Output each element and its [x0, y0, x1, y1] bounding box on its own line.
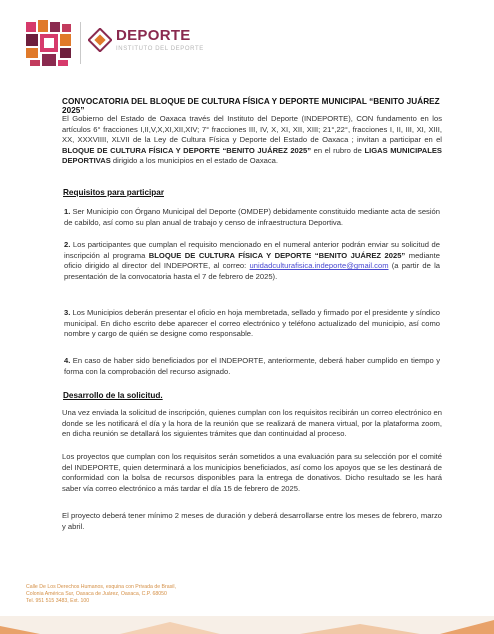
- requirement-text: Los participantes que cumplan el requisito mencionado en el numeral anterior podrán enviar su solicitud de inscripción al programa: [64, 240, 440, 260]
- requirement-1: [64, 207, 440, 228]
- deporte-logo-icon: [88, 28, 112, 52]
- requirement-number: 1.: [64, 207, 71, 216]
- requirement-number: 3.: [64, 308, 71, 317]
- brand-subtitle: INSTITUTO DEL DEPORTE: [116, 46, 204, 52]
- requirement-text: Ser Municipio con Órgano Municipal del Deporte (OMDEP) debidamente constituido mediante acta de sesión de cabildo, así como su plan anual de trabajo y censo de infraestructura Deportiva.: [64, 207, 440, 227]
- footer-line: Calle De Los Derechos Humanos, esquina con Privada de Brasil,: [26, 584, 176, 590]
- footer-decorative-band: [0, 616, 494, 634]
- requirement-text: (a partir de la presentación de la convocatoria hasta el 7 de febrero de 2025).: [64, 261, 440, 281]
- brand-title: DEPORTE: [116, 27, 191, 44]
- requirement-program-bold: BLOQUE DE CULTURA FÍSICA Y DEPORTE “BENITO JUÁREZ 2025”: [148, 250, 406, 260]
- footer-address: [26, 584, 176, 605]
- section-heading-desarrollo: Desarrollo de la solicitud.: [63, 391, 163, 400]
- requirement-number: 4.: [64, 356, 71, 365]
- intro-paragraph: [62, 114, 442, 167]
- footer-line: Colonia América Sur, Oaxaca de Juárez, Oaxaca, C.P. 68050: [26, 591, 167, 597]
- intro-text-3: dirigido a los municipios en el estado de Oaxaca.: [110, 156, 278, 166]
- requirement-text: Los Municipios deberán presentar el oficio en hoja membretada, sellado y firmado por el presidente y síndico municipal. En dicho escrito debe aparecer el correo electrónico y teléfono actualizado del municipio, así como nombre y cargo de quién se designe como responsable.: [64, 308, 440, 339]
- requirement-text: En caso de haber sido beneficiados por el INDEPORTE, anteriormente, deberá haber cumplido en tiempo y forma con la comprobación del recurso asignado.: [64, 356, 440, 376]
- development-paragraph-3: El proyecto deberá tener mínimo 2 meses de duración y deberá desarrollarse entre los meses de febrero, marzo y abril.: [62, 511, 442, 531]
- requirement-3: [64, 308, 440, 340]
- document-title: CONVOCATORIA DEL BLOQUE DE CULTURA FÍSICA Y DEPORTE MUNICIPAL “BENITO JUÁREZ 2025”: [62, 97, 440, 115]
- development-paragraph-2: Los proyectos que cumplan con los requisitos serán sometidos a una evaluación para su selección por el comité del INDEPORTE, quien determinará a los municipios beneficiados, así como los apoyos que se les destinará de conformidad con la bolsa de recursos disponibles para la entrega de donativos. Dicho resultado se les hará saber vía correo electrónico a más tardar el día 15 de febrero de 2025.: [62, 452, 442, 493]
- requirement-4: [64, 356, 440, 377]
- requirement-text: mediante oficio dirigido al director del INDEPORTE, al correo:: [64, 250, 440, 271]
- intro-bold-rubro: LIGAS MUNICIPALES DEPORTIVAS: [62, 145, 442, 166]
- header-divider: [80, 22, 81, 64]
- section-heading-requisitos: Requisitos para participar: [63, 188, 165, 197]
- intro-text-2: en el rubro de: [311, 145, 365, 155]
- footer-line: Tel. 951 515 3483, Ext. 100: [26, 598, 90, 604]
- email-link[interactable]: unidadculturafisica.indeporte@gmail.com: [249, 261, 389, 271]
- intro-text-1: El Gobierno del Estado de Oaxaca través del Instituto del Deporte (INDEPORTE), CON fundamento en los artículos 6° fracciones I,II,V,X,XI,XII,XIV; 7° fracciones III, IV, X, XI, XII, XIII; 21°,22°, fracciones I, II, III, XI, XIII, XX, XXXVIIII, XLVII de la Ley de Cultura Física y Deporte del Estado de Oaxaca ; invitan a participar en el: [62, 114, 442, 145]
- development-paragraph-1: Una vez enviada la solicitud de inscripción, quienes cumplan con los requisitos recibirán un correo electrónico en donde se les notificará el día y la hora de la reunión que se realizará de manera virtual, por la plataforma zoom, en dicha reunión se detallará los siguientes trámites que dan continuidad al proceso.: [62, 408, 442, 439]
- intro-bold-program: BLOQUE DE CULTURA FÍSICA Y DEPORTE “BENITO JUÁREZ 2025”: [62, 145, 312, 155]
- oaxaca-state-logo: [24, 18, 74, 68]
- requirement-number: 2.: [64, 240, 71, 249]
- requirement-2: [64, 240, 440, 282]
